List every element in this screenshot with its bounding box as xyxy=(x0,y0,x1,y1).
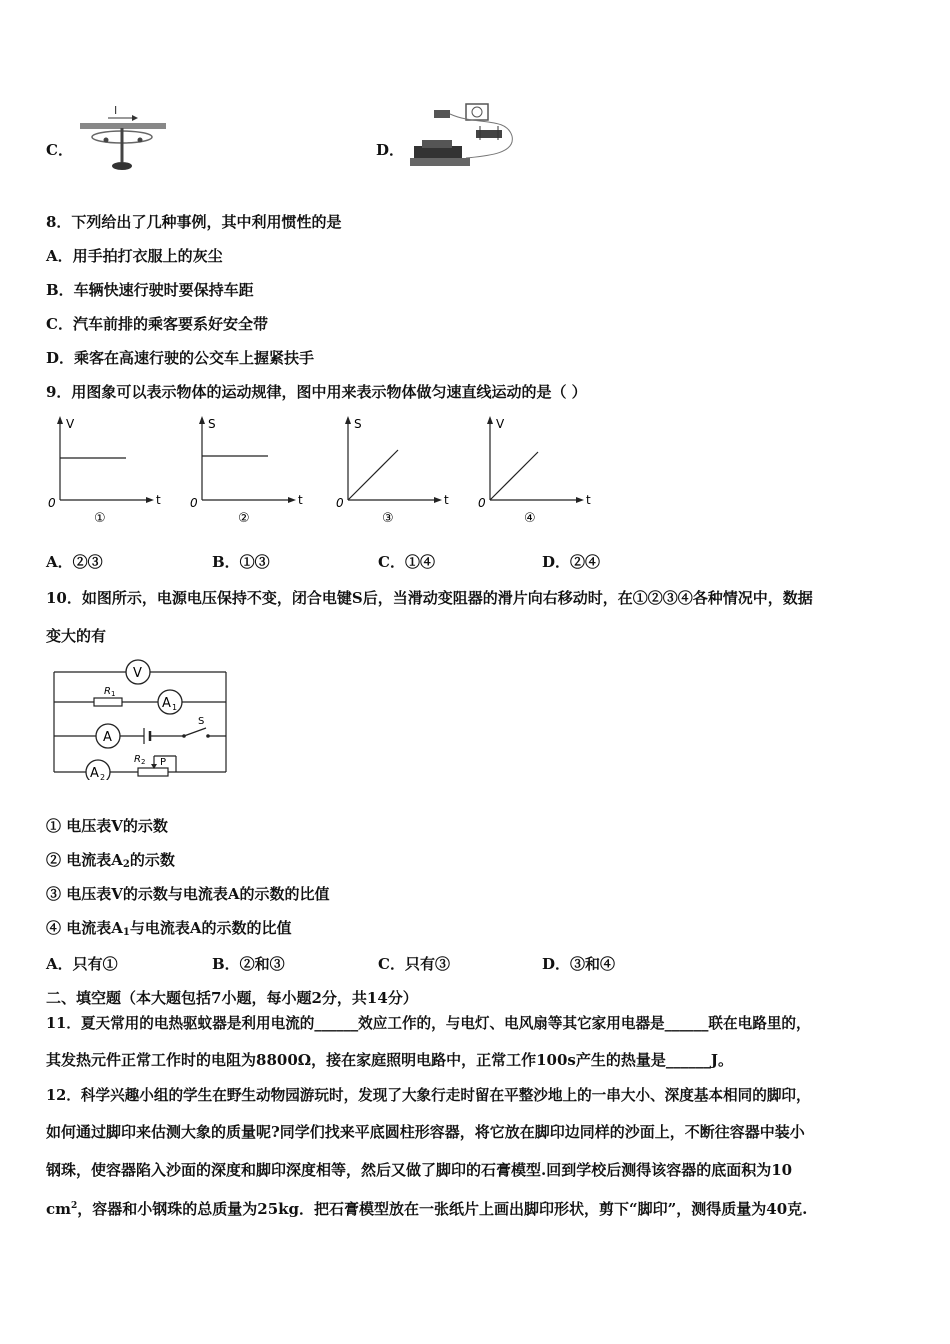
q10-option-a: A．只有① xyxy=(46,955,118,973)
graph1-origin: 0 xyxy=(48,496,56,510)
current-label: I xyxy=(114,104,118,117)
q8-option-d: D．乘客在高速行驶的公交车上握紧扶手 xyxy=(46,349,315,367)
q10-option-b: B．②和③ xyxy=(212,955,285,973)
q9-graph-1 xyxy=(44,412,170,528)
option-c-label: C． xyxy=(46,141,73,159)
ammeter-a-label: A xyxy=(103,730,112,745)
graph4-number: ④ xyxy=(524,511,536,526)
q12-line4: $cm^2$，容器和小钢珠的总质量为25kg．把石膏模型放在一张纸片上画出脚印形状，剪下“脚印”，测得质量为40克. xyxy=(46,1200,808,1218)
ammeter-a2-label: A xyxy=(90,766,99,780)
r1-label: R xyxy=(104,686,111,697)
q10-item-2: ② 电流表$A_2$的示数 xyxy=(46,851,175,870)
q10-item-4: ④ 电流表$A_1$与电流表A的示数的比值 xyxy=(46,919,292,938)
q9-graph-3 xyxy=(332,412,458,528)
q10-item-3: ③ 电压表V的示数与电流表A的示数的比值 xyxy=(46,885,330,903)
graph2-xlabel: t xyxy=(298,493,303,507)
section-2-heading: 二、填空题（本大题包括7小题，每小题2分，共14分） xyxy=(46,989,418,1007)
q10-option-c: C．只有③ xyxy=(378,955,450,973)
q10-item-1: ① 电压表V的示数 xyxy=(46,817,168,835)
q11-line2: 其发热元件正常工作时的电阻为8800Ω，接在家庭照明电路中，正常工作100s产生的热量是______J。 xyxy=(46,1051,733,1069)
graph1-number: ① xyxy=(94,511,106,526)
q9-graph-2 xyxy=(186,412,312,528)
graph2-origin: 0 xyxy=(190,496,198,510)
q8-option-a: A．用手拍打衣服上的灰尘 xyxy=(46,247,223,265)
q8-option-b: B．车辆快速行驶时要保持车距 xyxy=(46,281,254,299)
q12-line2: 如何通过脚印来估测大象的质量呢?同学们找来平底圆柱形容器，将它放在脚印边同样的沙面上，不断往容器中装小 xyxy=(46,1123,805,1141)
option-c-figure xyxy=(76,100,176,178)
q10-stem-line1: 10．如图所示，电源电压保持不变，闭合电键S后，当滑动变阻器的滑片向右移动时，在①②③④各种情况中，数据 xyxy=(46,589,813,607)
q9-option-d: D．②④ xyxy=(542,553,601,571)
graph1-ylabel: V xyxy=(66,417,75,431)
q8-stem: 8．下列给出了几种事例，其中利用惯性的是 xyxy=(46,213,342,231)
q8-option-c: C．汽车前排的乘客要系好安全带 xyxy=(46,315,268,333)
graph3-number: ③ xyxy=(382,511,394,526)
switch-label: S xyxy=(198,716,205,727)
q12-line3: 钢珠，使容器陷入沙面的深度和脚印深度相等，然后又做了脚印的石膏模型.回到学校后测得该容器的底面积为10 xyxy=(46,1161,793,1179)
q10-option-d: D．③和④ xyxy=(542,955,616,973)
graph4-ylabel: V xyxy=(496,417,505,431)
voltmeter-label: V xyxy=(133,666,142,681)
ammeter-a2-sub: 2 xyxy=(100,773,106,780)
graph3-ylabel: S xyxy=(354,417,362,431)
q10-circuit-diagram xyxy=(50,656,232,780)
ammeter-a1-label: A xyxy=(162,696,171,711)
q9-option-a: A．②③ xyxy=(46,553,103,571)
q9-option-c: C．①④ xyxy=(378,553,435,571)
ammeter-a1-sub: 1 xyxy=(172,703,178,712)
q11-line1: 11．夏天常用的电热驱蚊器是利用电流的______效应工作的，与电灯、电风扇等其它家用电器是______联在电路里的， xyxy=(46,1015,811,1032)
graph2-number: ② xyxy=(238,511,250,526)
graph2-ylabel: S xyxy=(208,417,216,431)
slider-label: P xyxy=(160,757,167,768)
graph4-xlabel: t xyxy=(586,493,591,507)
r2-sub: 2 xyxy=(141,758,146,766)
r2-label: R xyxy=(134,754,141,765)
graph4-origin: 0 xyxy=(478,496,486,510)
graph1-xlabel: t xyxy=(156,493,161,507)
r1-sub: 1 xyxy=(111,690,116,698)
option-d-label: D． xyxy=(376,141,405,159)
q9-graph-4 xyxy=(474,412,600,528)
option-d-figure xyxy=(406,96,520,176)
graph3-xlabel: t xyxy=(444,493,449,507)
q9-stem: 9．用图象可以表示物体的运动规律，图中用来表示物体做匀速直线运动的是（ ） xyxy=(46,383,587,401)
graph3-origin: 0 xyxy=(336,496,344,510)
q9-option-b: B．①③ xyxy=(212,553,270,571)
q12-line1: 12．科学兴趣小组的学生在野生动物园游玩时，发现了大象行走时留在平整沙地上的一串大小、深度基本相同的脚印， xyxy=(46,1087,811,1104)
q10-stem-line2: 变大的有 xyxy=(46,627,107,645)
